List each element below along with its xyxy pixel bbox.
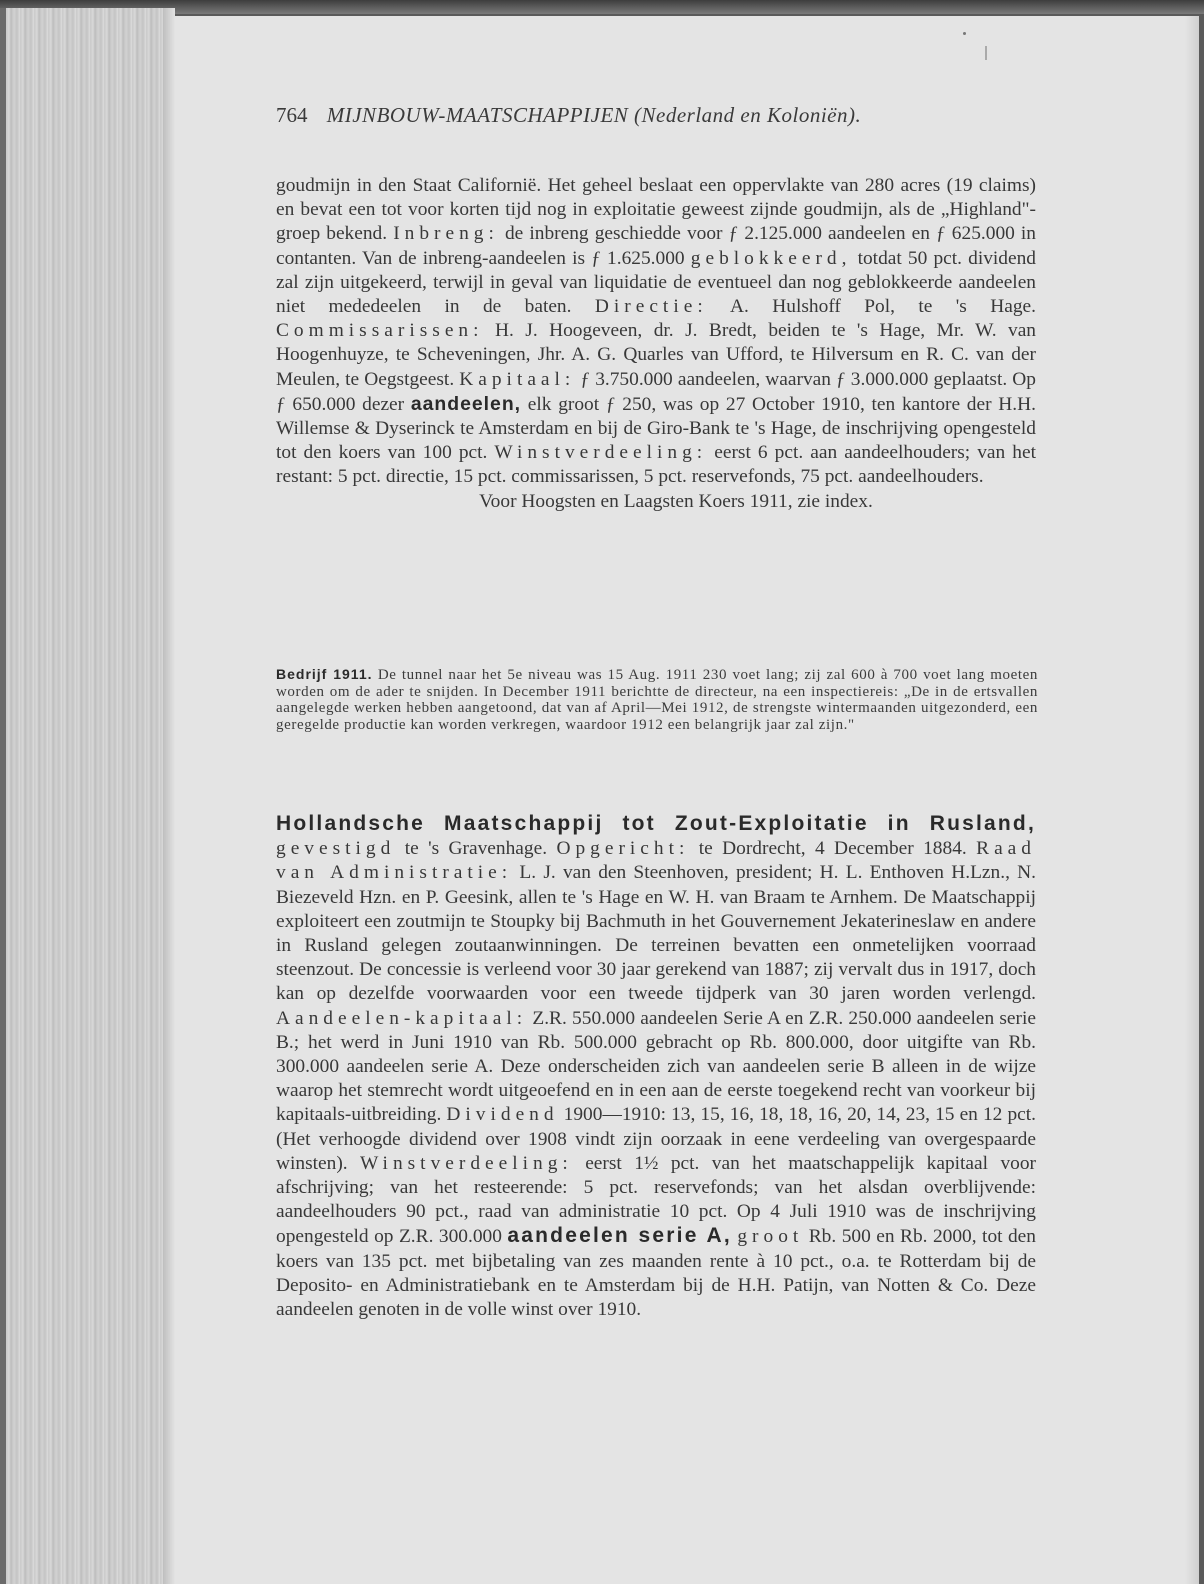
label-directie: Directie:: [594, 296, 708, 318]
book-page: [175, 16, 1199, 1584]
book-top-edge: [0, 0, 1204, 14]
label-raad-van-administratie: Raad van Administratie:: [276, 838, 1036, 884]
section-zout-exploitatie: [276, 812, 1036, 1322]
page-number: 764: [276, 103, 308, 127]
label-gevestigd: gevestigd: [276, 838, 396, 860]
paragraph-goudmijn: goudmijn in den Staat Californië. Het geheel beslaat een oppervlakte van 280 acres (19 claims) en bevat een tot voor korten tijd nog in exploitatie geweest zijnde goudmijn, als de „Highland"-groep bekend. Inbreng: de inbreng geschiedde voor ƒ 2.125.000 aandeelen en ƒ 625.000 in contanten. Van de inbreng-aandeelen is ƒ 1.625.000 geblokkeerd, totdat 50 pct. dividend zal zijn uitgekeerd, terwijl in geval van liquidatie de eventueel dan nog geblokkeerde aandeelen niet mededeelen in de baten. Directie: A. Hulshoff Pol, te 's Hage. Commissarissen: H. J. Hoogeveen, dr. J. Bredt, beiden te 's Hage, Mr. W. van Hoogenhuyze, te Scheveningen, Jhr. A. G. Quarles van Ufford, te Hilversum en R. C. van der Meulen, te Oegstgeest. Kapitaal: ƒ 3.750.000 aandeelen, waarvan ƒ 3.000.000 geplaatst. Op ƒ 650.000 dezer aandeelen, elk groot ƒ 250, was op 27 October 1910, ten kantore der H.H. Willemse & Dyserinck te Amsterdam en bij de Giro-Bank te 's Hage, de inschrijving opengesteld tot den koers van 100 pct. Winstverdeeling: eerst 6 pct. aan aandeelhouders; van het restant: 5 pct. directie, 15 pct. commissarissen, 5 pct. reservefonds, 75 pct. aandeelhouders.: [276, 175, 1037, 488]
section-goudmijn: [276, 174, 1036, 514]
label-winstverdeeling-2: Winstverdeeling:: [360, 1152, 573, 1174]
print-speck: [963, 32, 966, 35]
page-stack-edge: [0, 8, 175, 1584]
label-winstverdeeling: Winstverdeeling:: [494, 442, 708, 464]
label-groot: groot: [737, 1226, 804, 1248]
label-opgericht: Opgericht:: [556, 838, 690, 860]
label-commissarissen: Commissarissen:: [276, 320, 484, 342]
label-geblokkeerd: geblokkeerd,: [690, 247, 852, 269]
bedrijf-note: Bedrijf 1911. De tunnel naar het 5e niveau was 15 Aug. 1911 230 voet lang; zij zal 600 à 700 voet lang moeten worden om de ader te snijden. In December 1911 berichtte de directeur, na een inspectiereis: „De in de ertsvallen aangelegde werken hebben aangetoond, dat van af April—Mei 1912, de strengste wintermaanden uitgezonderd, een geregelde productie kan worden verkregen, waardoor 1912 een belangrijk jaar zal zijn.": [276, 666, 1038, 733]
bold-aandeelen: aandeelen,: [410, 392, 522, 415]
koers-note: Voor Hoogsten en Laagsten Koers 1911, zie index.: [479, 490, 873, 512]
paragraph-zout-exploitatie: Hollandsche Maatschappij tot Zout-Exploitatie in Rusland, gevestigd te 's Gravenhage. Opgericht: te Dordrecht, 4 December 1884. Raad van Administratie: L. J. van den Steenhoven, president; H. L. Enthoven H.Lzn., N. Biezeveld Hzn. en P. Geesink, allen te 's Hage en W. H. van Braam te Arnhem. De Maatschappij exploiteert een zoutmijn te Stoupky bij Bachmuth in het Gouvernement Jekaterineslaw en andere in Rusland gelegen zoutaanwinningen. De terreinen bevatten een onmetelijken voorraad steenzout. De concessie is verleend voor 30 jaar gerekend van 1887; zij vervalt dus in 1917, doch kan op dezelfde voorwaarden voor een tweede tijdperk van 30 jaren worden verlengd. Aandeelen-kapitaal: Z.R. 550.000 aandeelen Serie A en Z.R. 250.000 aandeelen serie B.; het werd in Juni 1910 van Rb. 500.000 gebracht op Rb. 800.000, door uitgifte van Rb. 300.000 aandeelen serie A. Deze onderscheiden zich van aandeelen serie B alleen in de wijze waarop het stemrecht wordt uitgeoefend en in een aan de eerste toegekend recht van voorkeur bij kapitaals-uitbreiding. Dividend 1900—1910: 13, 15, 16, 18, 18, 16, 20, 14, 23, 15 en 12 pct. (Het verhoogde dividend over 1908 vindt zijn oorzaak in eene verdeeling van overgespaarde winsten). Winstverdeeling: eerst 1½ pct. van het maatschappelijk kapitaal voor afschrijving; van het resteerende: 5 pct. reservefonds; van het alsdan overblijvende: aandeelhouders 90 pct., raad van administratie 10 pct. Op 4 Juli 1910 was de inschrijving opengesteld op Z.R. 300.000 aandeelen serie A, groot Rb. 500 en Rb. 2000, tot den koers van 135 pct. met bijbetaling van zes maanden rente à 10 pct., o.a. te Rotterdam bij de Deposito- en Administratiebank en te Amsterdam bij de H.H. Patijn, van Notten & Co. Deze aandeelen genoten in de volle winst over 1910.: [276, 812, 1036, 1321]
label-inbreng: Inbreng:: [393, 223, 499, 245]
label-aandeelen-kapitaal: Aandeelen-kapitaal:: [276, 1007, 528, 1029]
bold-aandeelen-serie-a: aandeelen serie A,: [507, 1224, 732, 1248]
print-speck: [985, 46, 987, 60]
label-kapitaal: Kapitaal:: [459, 368, 576, 390]
bedrijf-label: Bedrijf 1911.: [276, 666, 373, 682]
running-header: [276, 103, 1036, 128]
company-heading: Hollandsche Maatschappij tot Zout-Exploitatie in Rusland,: [276, 812, 1036, 835]
running-title: MIJNBOUW-MAATSCHAPPIJEN (Nederland en Koloniën).: [326, 103, 862, 127]
label-dividend: Dividend: [446, 1104, 559, 1126]
